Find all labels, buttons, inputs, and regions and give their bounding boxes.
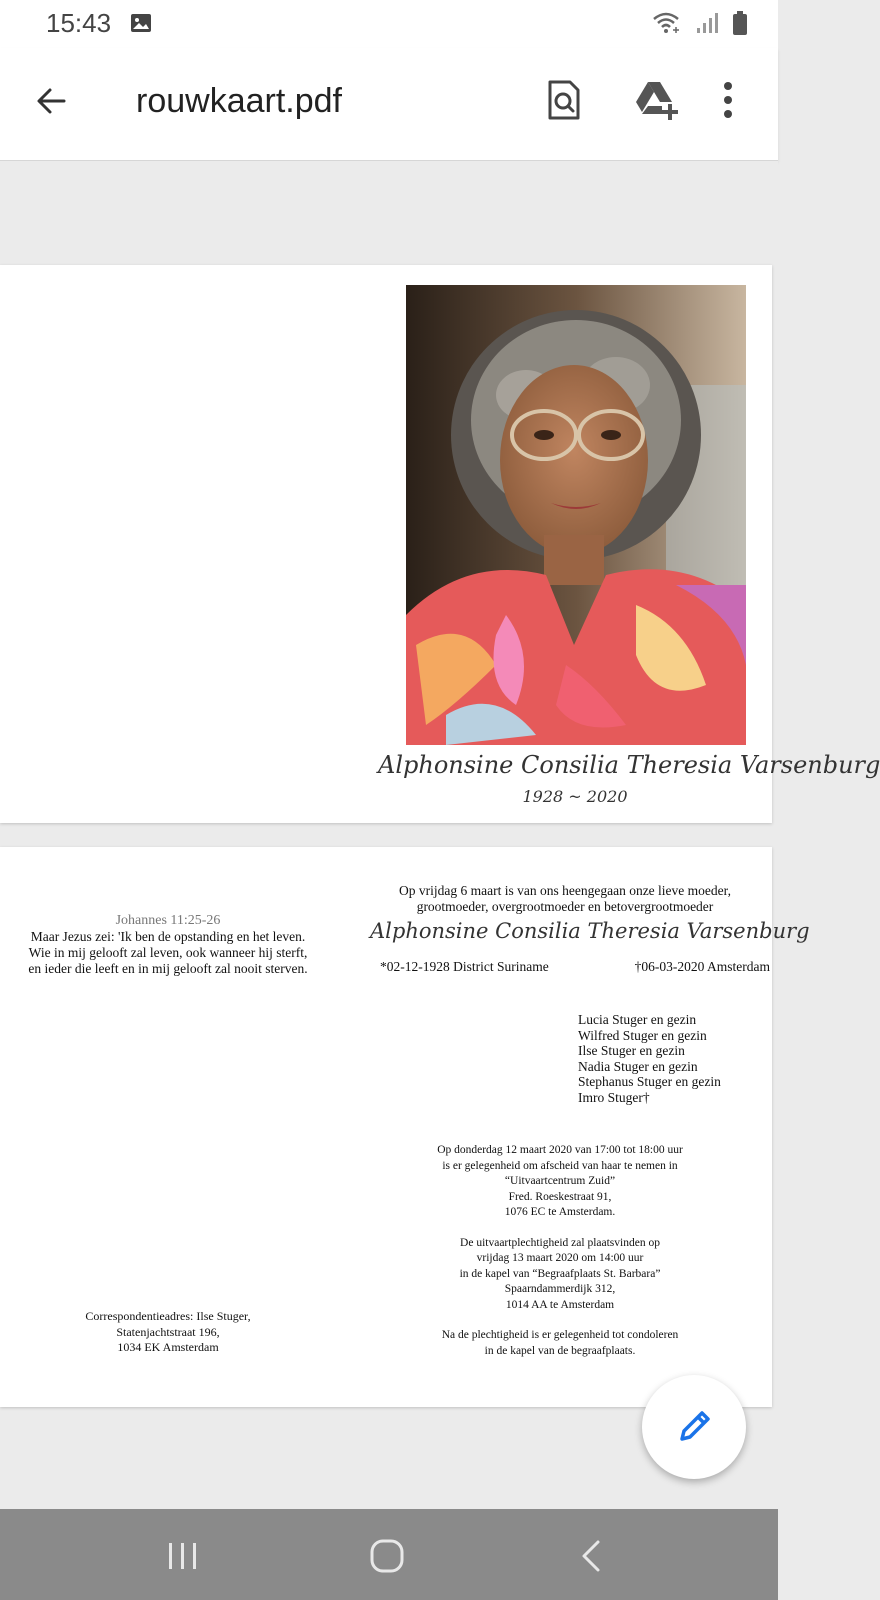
add-to-drive-icon[interactable] <box>632 76 676 124</box>
family-member: Lucia Stuger en gezin <box>578 1012 697 1027</box>
more-options-icon[interactable] <box>718 76 738 124</box>
back-arrow-icon[interactable] <box>30 78 76 124</box>
battery-icon <box>732 11 748 40</box>
portrait-photo <box>406 285 746 745</box>
recent-apps-icon[interactable] <box>166 1541 200 1576</box>
service-line: Spaarndammerdijk 312, <box>504 1283 616 1295</box>
family-list <box>578 1012 721 1105</box>
status-time: 15:43 <box>46 8 112 38</box>
status-bar <box>0 0 778 48</box>
birth-death-dates <box>380 959 770 975</box>
announcement-line: Op vrijdag 6 maart is van ons heengegaan onze lieve moeder, <box>399 883 731 898</box>
pdf-page-1 <box>0 265 880 823</box>
deceased-name: Alphonsine Consilia Theresia Varsenburg <box>378 751 880 779</box>
service-line: is er gelegenheid om afscheid van haar te nemen in <box>442 1159 678 1172</box>
service-line: De uitvaartplechtigheid zal plaatsvinden op <box>460 1236 660 1249</box>
service-details <box>390 1143 730 1374</box>
service-line: vrijdag 13 maart 2020 om 14:00 uur <box>476 1252 644 1264</box>
correspondence-address <box>0 1309 336 1356</box>
app-toolbar <box>0 48 778 161</box>
image-icon <box>130 13 152 33</box>
family-member: Stephanus Stuger en gezin <box>578 1074 721 1089</box>
condolence-paragraph <box>390 1328 730 1359</box>
viewing-paragraph <box>390 1143 730 1221</box>
service-line: Na de plechtigheid is er gelegenheid tot condoleren <box>441 1329 679 1341</box>
service-line: Fred. Roeskestraat 91, <box>508 1190 612 1203</box>
wifi-icon <box>652 11 682 40</box>
address-line: Statenjachtstraat 196, <box>116 1324 220 1339</box>
back-icon[interactable] <box>580 1539 602 1578</box>
deceased-name: Alphonsine Consilia Theresia Varsenburg <box>370 919 810 943</box>
find-in-document-icon[interactable] <box>542 76 586 124</box>
edit-fab-button[interactable] <box>642 1375 746 1479</box>
family-member: Wilfred Stuger en gezin <box>578 1027 707 1043</box>
bible-line: en ieder die leeft en in mij gelooft zal nooit sterven. <box>28 961 308 976</box>
announcement-line: grootmoeder, overgrootmoeder en betovergrootmoeder <box>416 899 714 914</box>
pdf-viewer[interactable] <box>0 161 880 1509</box>
bible-line: Wie in mij gelooft zal leven, ook wanneer hij sterft, <box>28 945 308 960</box>
service-line: Op donderdag 12 maart 2020 van 17:00 tot 18:00 uur <box>437 1144 683 1156</box>
service-line: in de kapel van “Begraafplaats St. Barbara” <box>459 1267 661 1280</box>
family-member: Nadia Stuger en gezin <box>578 1058 698 1074</box>
document-title: rouwkaart.pdf <box>136 82 342 120</box>
funeral-paragraph <box>390 1236 730 1314</box>
edit-pencil-icon <box>676 1407 714 1450</box>
pdf-page-2 <box>0 847 810 1407</box>
service-line: “Uitvaartcentrum Zuid” <box>504 1175 616 1187</box>
status-icons <box>652 11 748 40</box>
service-line: 1076 EC te Amsterdam. <box>504 1206 616 1218</box>
service-line: in de kapel van de begraafplaats. <box>484 1344 636 1357</box>
address-line: Correspondentieadres: Ilse Stuger, <box>85 1309 251 1323</box>
birth-date: *02-12-1928 District Suriname <box>380 959 549 974</box>
bible-reference: Johannes 11:25-26 <box>115 913 221 928</box>
life-years: 1928 ~ 2020 <box>522 787 628 806</box>
service-line: 1014 AA te Amsterdam <box>505 1298 615 1311</box>
family-member: Ilse Stuger en gezin <box>578 1043 685 1058</box>
address-line: 1034 EK Amsterdam <box>117 1340 219 1354</box>
system-nav-bar <box>0 1509 778 1600</box>
family-member: Imro Stuger† <box>578 1089 650 1105</box>
signal-icon <box>696 12 718 39</box>
bible-quote <box>0 929 336 977</box>
home-icon[interactable] <box>370 1539 404 1578</box>
announcement <box>370 883 760 915</box>
bible-line: Maar Jezus zei: 'Ik ben de opstanding en het leven. <box>30 929 306 944</box>
death-date: †06-03-2020 Amsterdam <box>634 959 770 974</box>
